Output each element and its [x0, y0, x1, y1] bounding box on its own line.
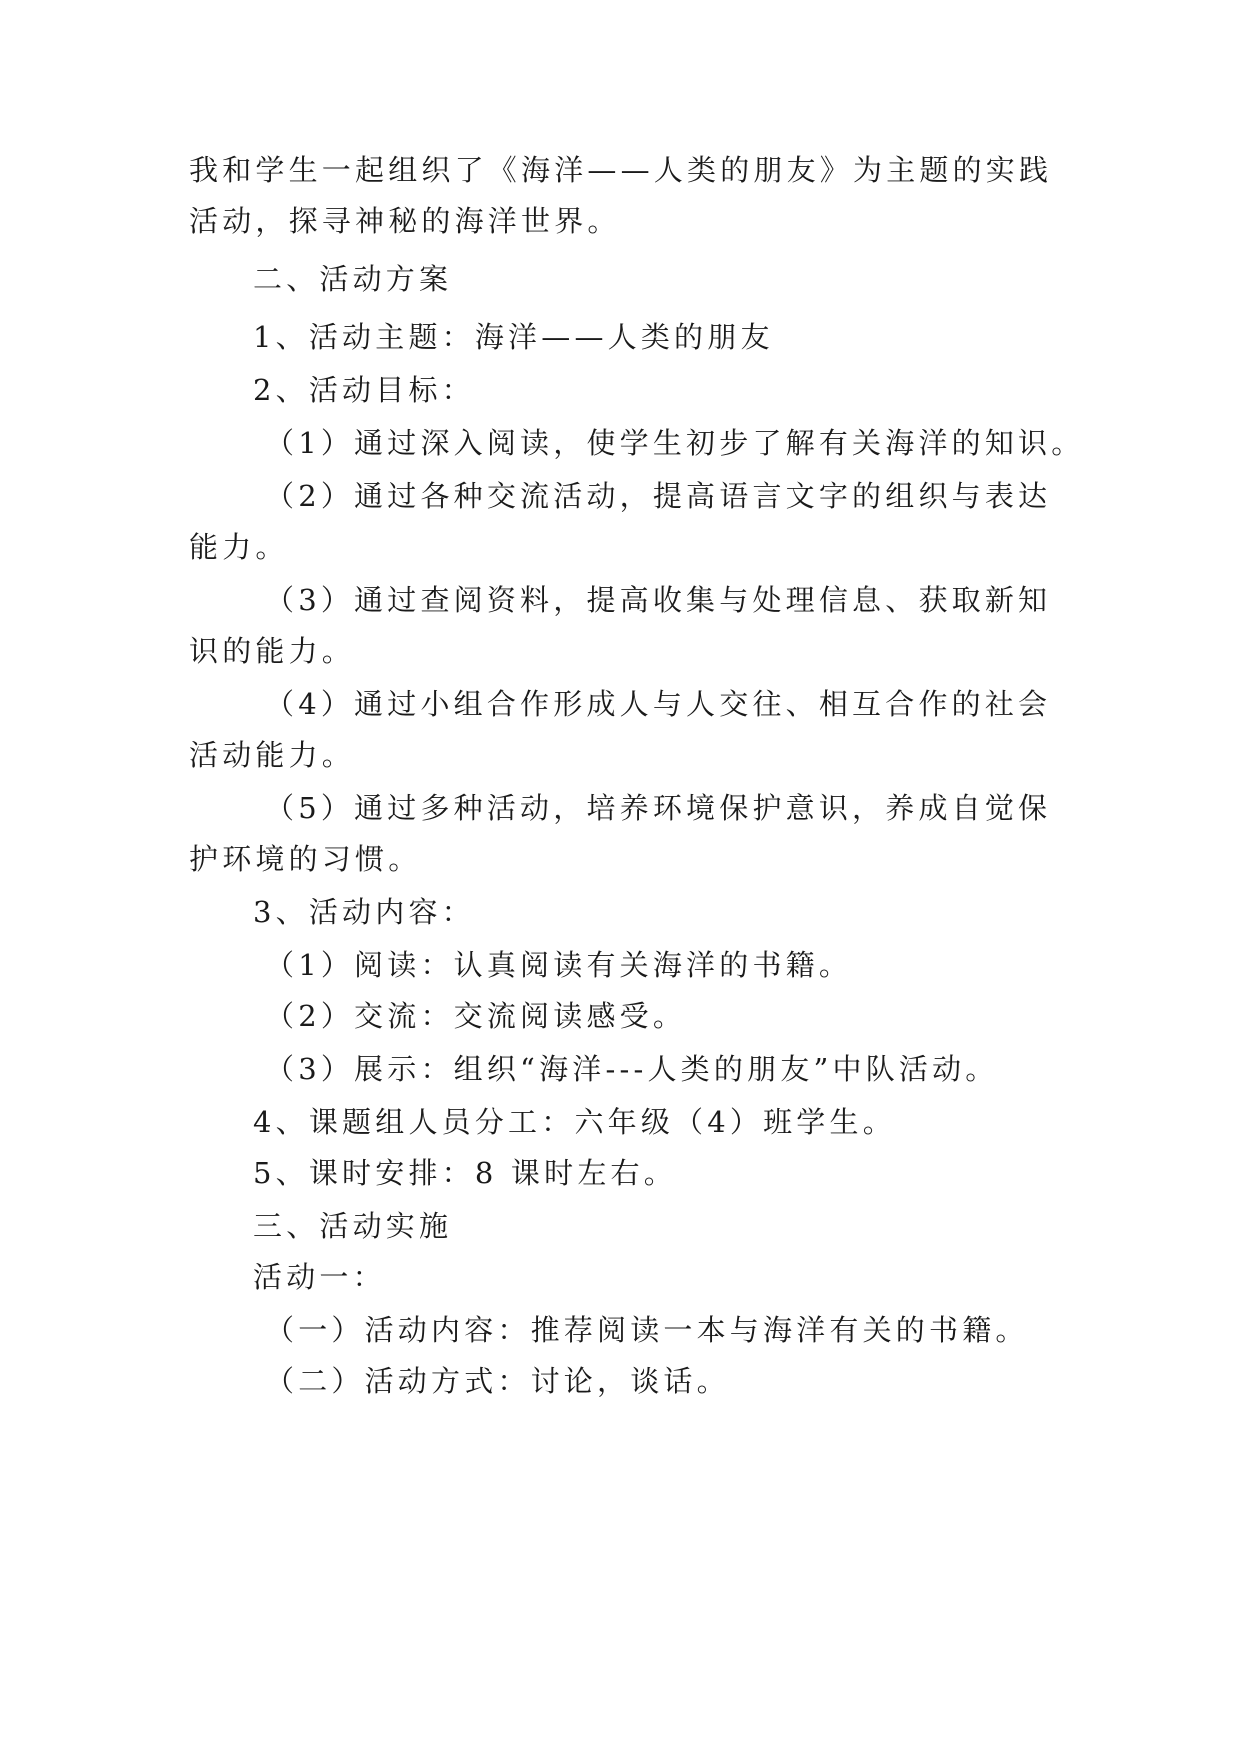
list-item: （一）活动内容：推荐阅读一本与海洋有关的书籍。 — [265, 1313, 1029, 1347]
list-item: （2）交流：交流阅读感受。 — [265, 999, 687, 1033]
paragraph-line: 我和学生一起组织了《海洋——人类的朋友》为主题的实践 — [189, 153, 1053, 187]
list-item: （二）活动方式：讨论，谈话。 — [265, 1364, 730, 1398]
paragraph-line: 护环境的习惯。 — [189, 842, 422, 876]
subheading: 活动一： — [253, 1260, 386, 1294]
paragraph-line: 识的能力。 — [189, 634, 356, 668]
section-heading: 二、活动方案 — [253, 262, 453, 296]
list-item: 5、课时安排：8 课时左右。 — [253, 1156, 677, 1190]
list-item: （1）阅读：认真阅读有关海洋的书籍。 — [265, 948, 853, 982]
section-heading: 三、活动实施 — [253, 1209, 453, 1243]
paragraph-line: 活动能力。 — [189, 738, 356, 772]
list-item: （3）展示：组织“海洋---人类的朋友”中队活动。 — [265, 1052, 999, 1086]
list-item: 3、活动内容： — [253, 895, 475, 929]
list-item: 4、课题组人员分工：六年级（4）班学生。 — [253, 1105, 896, 1139]
list-item: 2、活动目标： — [253, 373, 475, 407]
list-item: （1）通过深入阅读，使学生初步了解有关海洋的知识。 — [265, 426, 1085, 460]
paragraph-line: 活动，探寻神秘的海洋世界。 — [189, 204, 621, 238]
list-item: （4）通过小组合作形成人与人交往、相互合作的社会 — [265, 687, 1052, 721]
list-item: （5）通过多种活动，培养环境保护意识，养成自觉保 — [265, 791, 1052, 825]
list-item: （3）通过查阅资料，提高收集与处理信息、获取新知 — [265, 583, 1052, 617]
paragraph-line: 能力。 — [189, 530, 289, 564]
list-item: （2）通过各种交流活动，提高语言文字的组织与表达 — [265, 479, 1052, 513]
list-item: 1、活动主题：海洋——人类的朋友 — [253, 320, 774, 354]
